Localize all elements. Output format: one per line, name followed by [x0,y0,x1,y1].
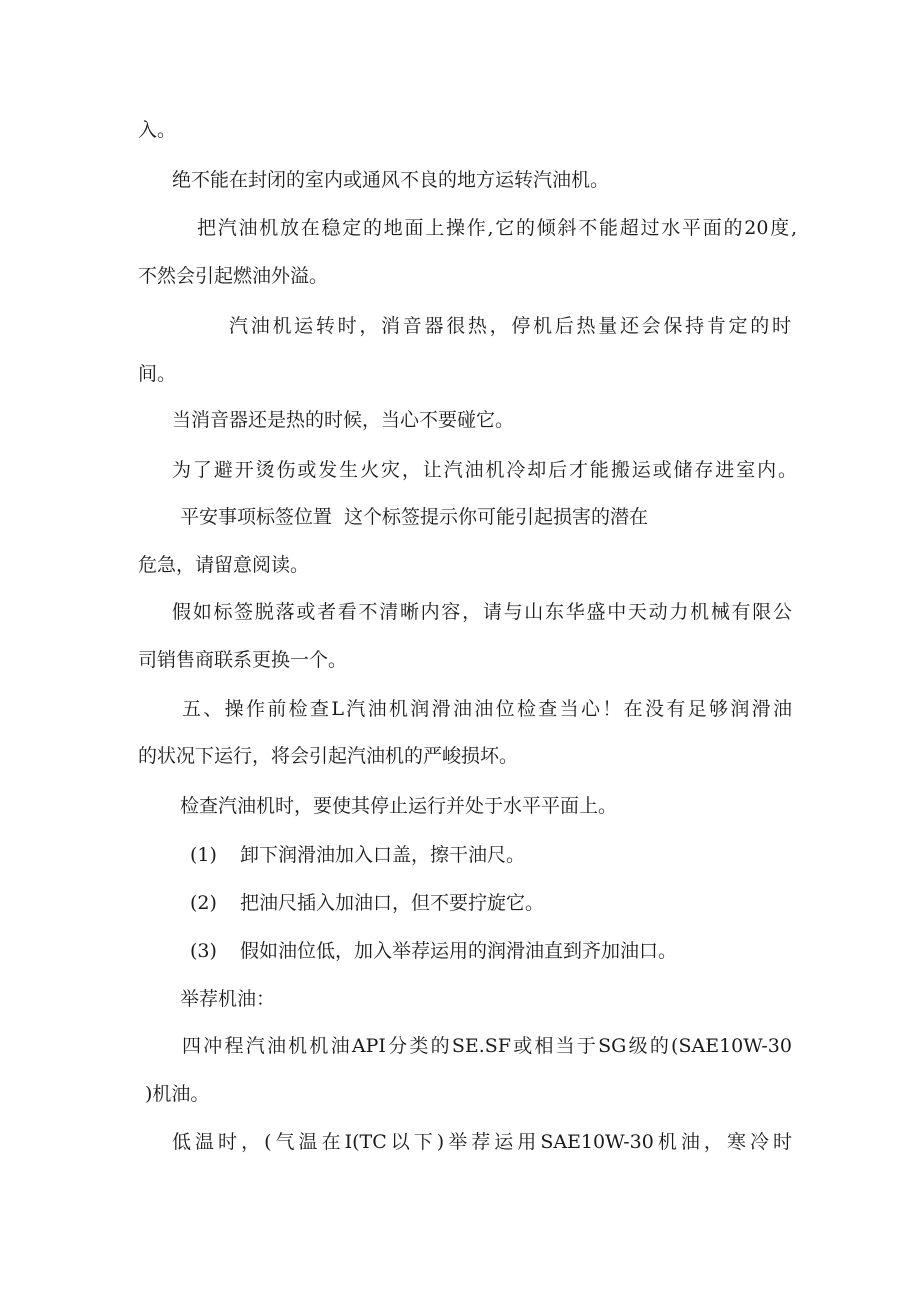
text-line: 当消音器还是热的时候，当心不要碰它。 [172,409,515,431]
text-line: 检查汽油机时，要使其停止运行并处于水平平面上。 [180,795,618,817]
text-line: 假如油位低，加入举荐运用的润滑油直到齐加油口。 [240,940,678,962]
text-line: 危急，请留意阅读。 [138,554,310,576]
text-line: 假如标签脱落或者看不清晰内容，请与山东华盛中天动力机械有限公 [172,601,792,623]
text-line: 举荐机油： [180,988,276,1010]
text-line: 绝不能在封闭的室内或通风不良的地方运转汽油机。 [172,169,610,191]
text-line: 把油尺插入加油口，但不要拧旋它。 [240,892,545,914]
text-line: 四冲程汽油机机油API分类的SE.SF或相当于SG级的(SAE10W-30 [182,1035,792,1057]
text-line: 为了避开烫伤或发生火灾，让汽油机冷却后才能搬运或储存进室内。 [172,459,797,481]
text-line: )机油。 [145,1083,210,1105]
list-marker: (1) [190,844,217,866]
text-line: 五、操作前检查L汽油机润滑油油位检查当心！在没有足够润滑油 [182,698,792,720]
text-line: 平安事项标签位置 [180,506,333,528]
text-line: 间。 [138,363,177,385]
list-marker: (2) [190,892,217,914]
text-line: 低温时，(气温在I(TC以下)举荐运用SAE10W-30机油，寒冷时 [172,1131,792,1153]
text-line: 不然会引起燃油外溢。 [138,265,329,287]
text-line: 把汽油机放在稳定的地面上操作,它的倾斜不能超过水平面的20度, [197,217,797,239]
text-line: 司销售商联系更换一个。 [138,649,348,671]
text-line: 卸下润滑油加入口盖，擦干油尺。 [240,844,526,866]
text-line: 的状况下运行，将会引起汽油机的严峻损坏。 [138,745,519,767]
text-line: 这个标签提示你可能引起损害的潜在 [344,506,649,528]
text-line: 汽油机运转时，消音器很热，停机后热量还会保持肯定的时 [229,315,791,337]
list-marker: (3) [190,940,217,962]
text-line: 入。 [138,119,177,141]
